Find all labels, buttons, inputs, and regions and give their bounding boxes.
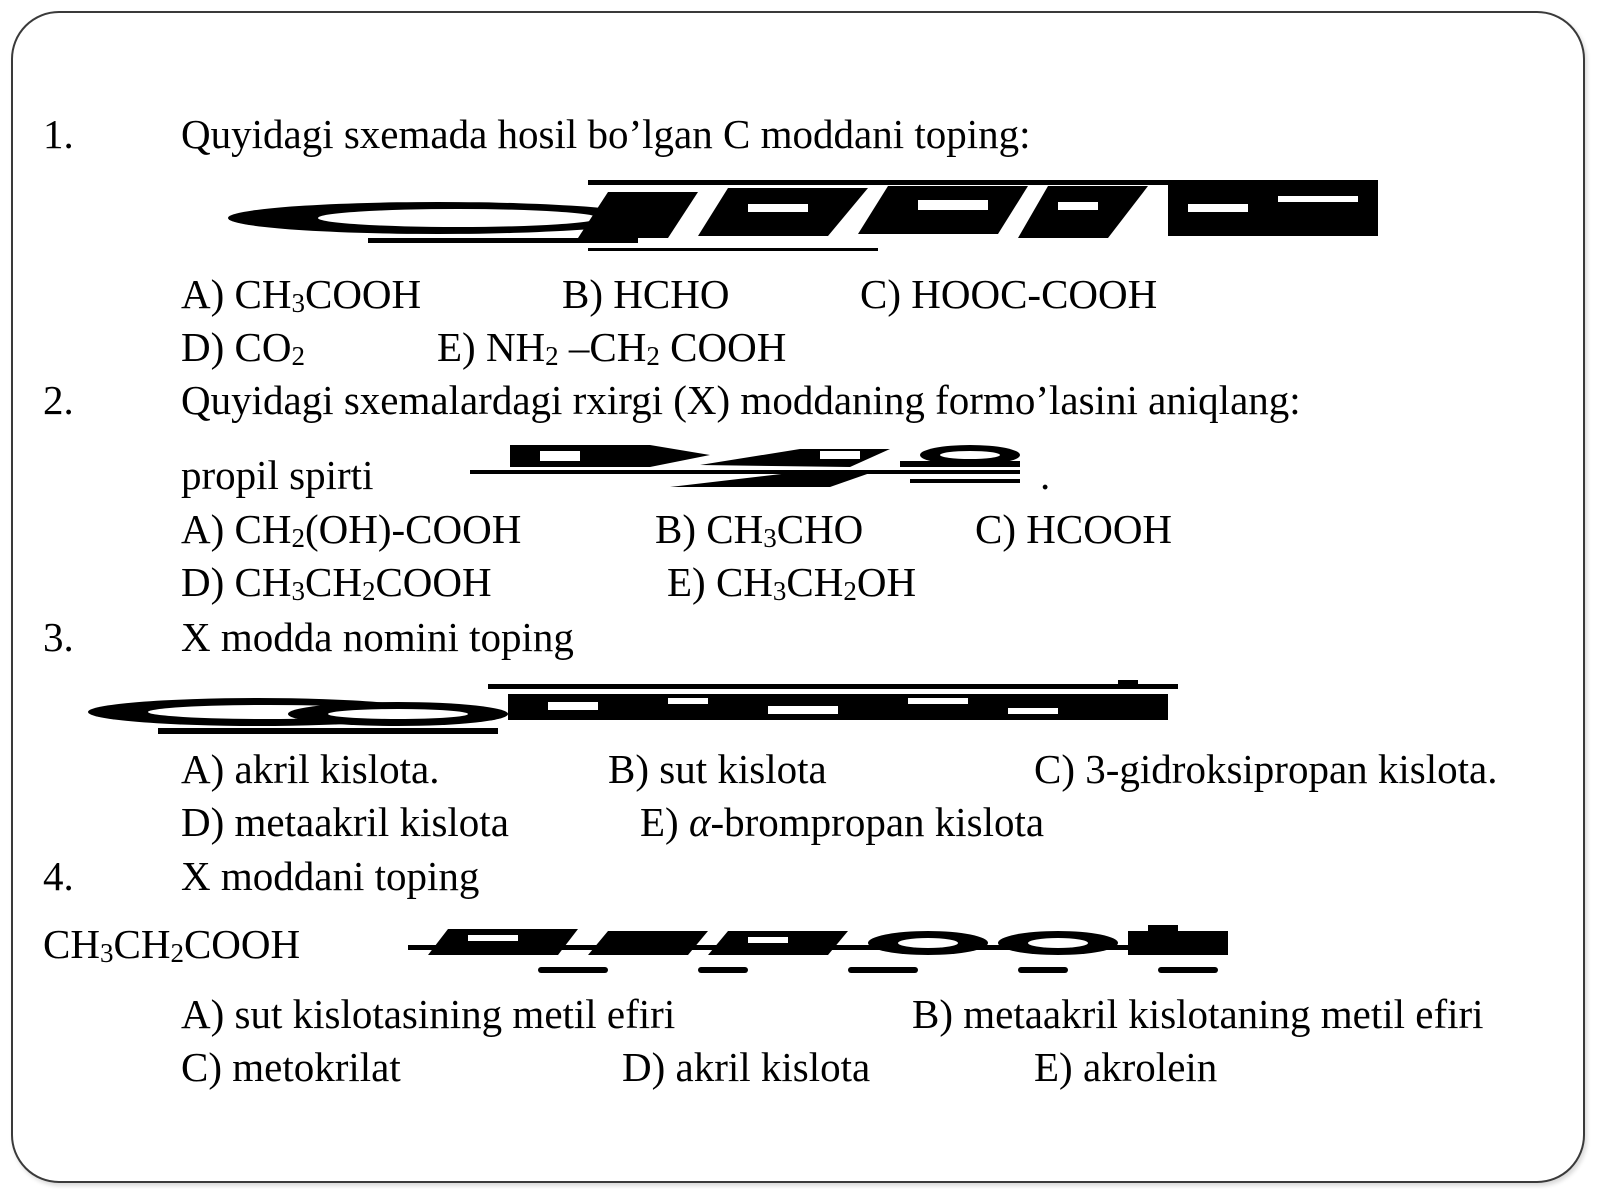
- question-2-number: 2.: [43, 377, 74, 423]
- question-2-scheme-image: [470, 443, 1040, 491]
- question-4-number: 4.: [43, 853, 74, 899]
- q4-option-c[interactable]: C) metokrilat: [181, 1044, 401, 1090]
- q1-option-a[interactable]: A) $CH_3COOH$: [181, 271, 422, 318]
- q4-start-substance: $CH_3CH_2COOH$: [43, 921, 301, 968]
- q2-option-a[interactable]: A) $CH_2(OH)$-COOH: [181, 506, 522, 553]
- alpha-symbol: α: [688, 799, 711, 845]
- q2-option-e[interactable]: E) $CH_3CH_2OH$: [667, 559, 917, 606]
- q3-option-e[interactable]: E) α-brompropan kislota: [640, 799, 1045, 845]
- q2-start-substance: propil spirti: [181, 452, 374, 498]
- question-2-text: Quyidagi sxemalardagi rxirgi (X) moddaning formo’lasini aniqlang:: [181, 377, 1301, 423]
- question-3-number: 3.: [43, 614, 74, 660]
- question-1-number: 1.: [43, 111, 74, 157]
- q2-option-c[interactable]: C) HCOOH: [975, 506, 1173, 552]
- q3-option-c[interactable]: C) 3-gidroksipropan kislota.: [1034, 746, 1498, 792]
- q3-option-a[interactable]: A) akril kislota.: [181, 746, 440, 792]
- q3-option-b[interactable]: B) sut kislota: [608, 746, 827, 792]
- q3-option-d[interactable]: D) metaakril kislota: [181, 799, 509, 845]
- q1-option-e[interactable]: E) $NH_2$ $-CH_2$ COOH: [437, 324, 787, 371]
- question-3-scheme-image: [88, 680, 1180, 740]
- question-1-scheme-image: [228, 178, 1384, 254]
- q2-option-d[interactable]: D) $CH_3CH_2COOH$: [181, 559, 492, 606]
- q1-option-c[interactable]: C) HOOC-COOH: [860, 271, 1158, 317]
- q4-option-e[interactable]: E) akrolein: [1034, 1044, 1218, 1090]
- q4-option-a[interactable]: A) sut kislotasining metil efiri: [181, 991, 676, 1037]
- q4-option-d[interactable]: D) akril kislota: [622, 1044, 871, 1090]
- question-4-text: X moddani toping: [181, 853, 480, 899]
- q2-option-b[interactable]: B) $CH_3CHO$: [655, 506, 864, 553]
- question-1-text: Quyidagi sxemada hosil bo’lgan C moddani toping:: [181, 111, 1031, 157]
- q1-option-b[interactable]: B) HCHO: [562, 271, 730, 317]
- q4-option-b[interactable]: B) metaakril kislotaning metil efiri: [912, 991, 1484, 1037]
- question-4-scheme-image: [408, 925, 1230, 975]
- q2-end-mark: .: [1040, 452, 1051, 498]
- question-3-text: X modda nomini toping: [181, 614, 574, 660]
- q1-option-d[interactable]: D) $CO_2$: [181, 324, 305, 371]
